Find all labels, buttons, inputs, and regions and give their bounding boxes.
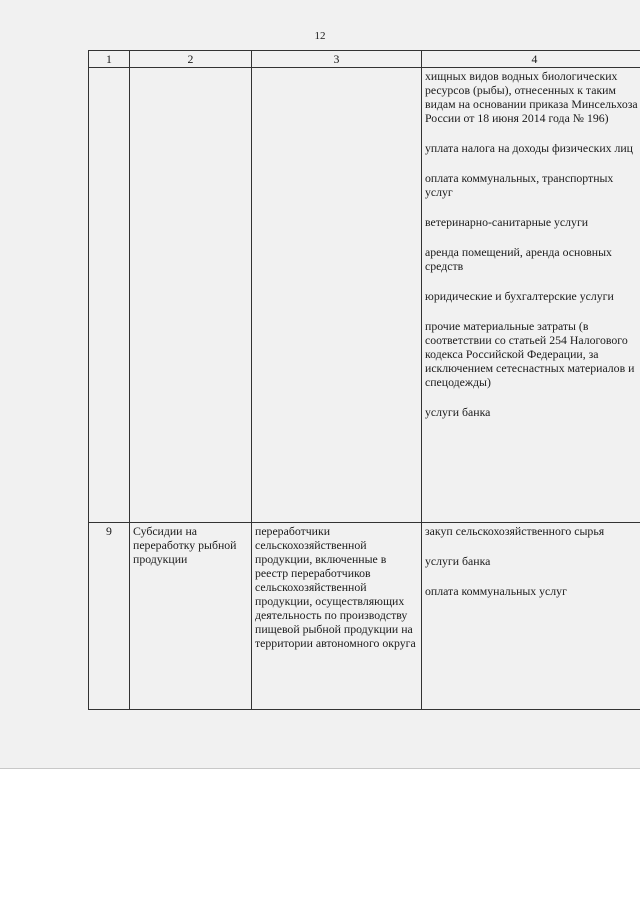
recipients: переработчики сельскохозяйственной продукции, включенные в реестр переработчиков сельскохозяйственной продукции, осуществляющих деятельность по производству пищевой рыбной продукции на территории автономного округа (252, 523, 422, 710)
header-col-4: 4 (422, 51, 640, 68)
expense-item: аренда помещений, аренда основных средств (425, 245, 612, 273)
table-header-row (89, 51, 640, 68)
expense-item: оплата коммунальных услуг (425, 584, 567, 598)
expense-item: услуги банка (425, 405, 491, 419)
subsidy-name: Субсидии на переработку рыбной продукции (130, 523, 252, 710)
expense-item: юридические и бухгалтерские услуги (425, 289, 614, 303)
table-row (89, 523, 640, 710)
table-row (89, 68, 640, 523)
header-col-3: 3 (252, 51, 422, 68)
row-number (89, 68, 130, 523)
expense-item: прочие материальные затраты (в соответствии со статьей 254 Налогового кодекса Российской Федерации, за исключением сетеснастных материалов и спецодежды) (425, 319, 635, 389)
header-col-1: 1 (89, 51, 130, 68)
expense-item: хищных видов водных биологических ресурсов (рыбы), отнесенных к таким видам на основании приказа Минсельхоза России от 18 июня 2014 года № 196) (425, 69, 638, 125)
page-number: 12 (314, 30, 326, 42)
row-number: 9 (89, 523, 130, 710)
expense-item: закуп сельскохозяйственного сырья (425, 524, 605, 538)
expense-item: уплата налога на доходы физических лиц (425, 141, 634, 155)
expense-items (422, 523, 640, 710)
expense-item: услуги банка (425, 554, 491, 568)
header-col-2: 2 (130, 51, 252, 68)
expense-item: оплата коммунальных, транспортных услуг (425, 171, 614, 199)
expense-item: ветеринарно-санитарные услуги (425, 215, 589, 229)
recipients (252, 68, 422, 523)
subsidy-name (130, 68, 252, 523)
expense-items (422, 68, 640, 523)
subsidy-table (88, 50, 640, 710)
